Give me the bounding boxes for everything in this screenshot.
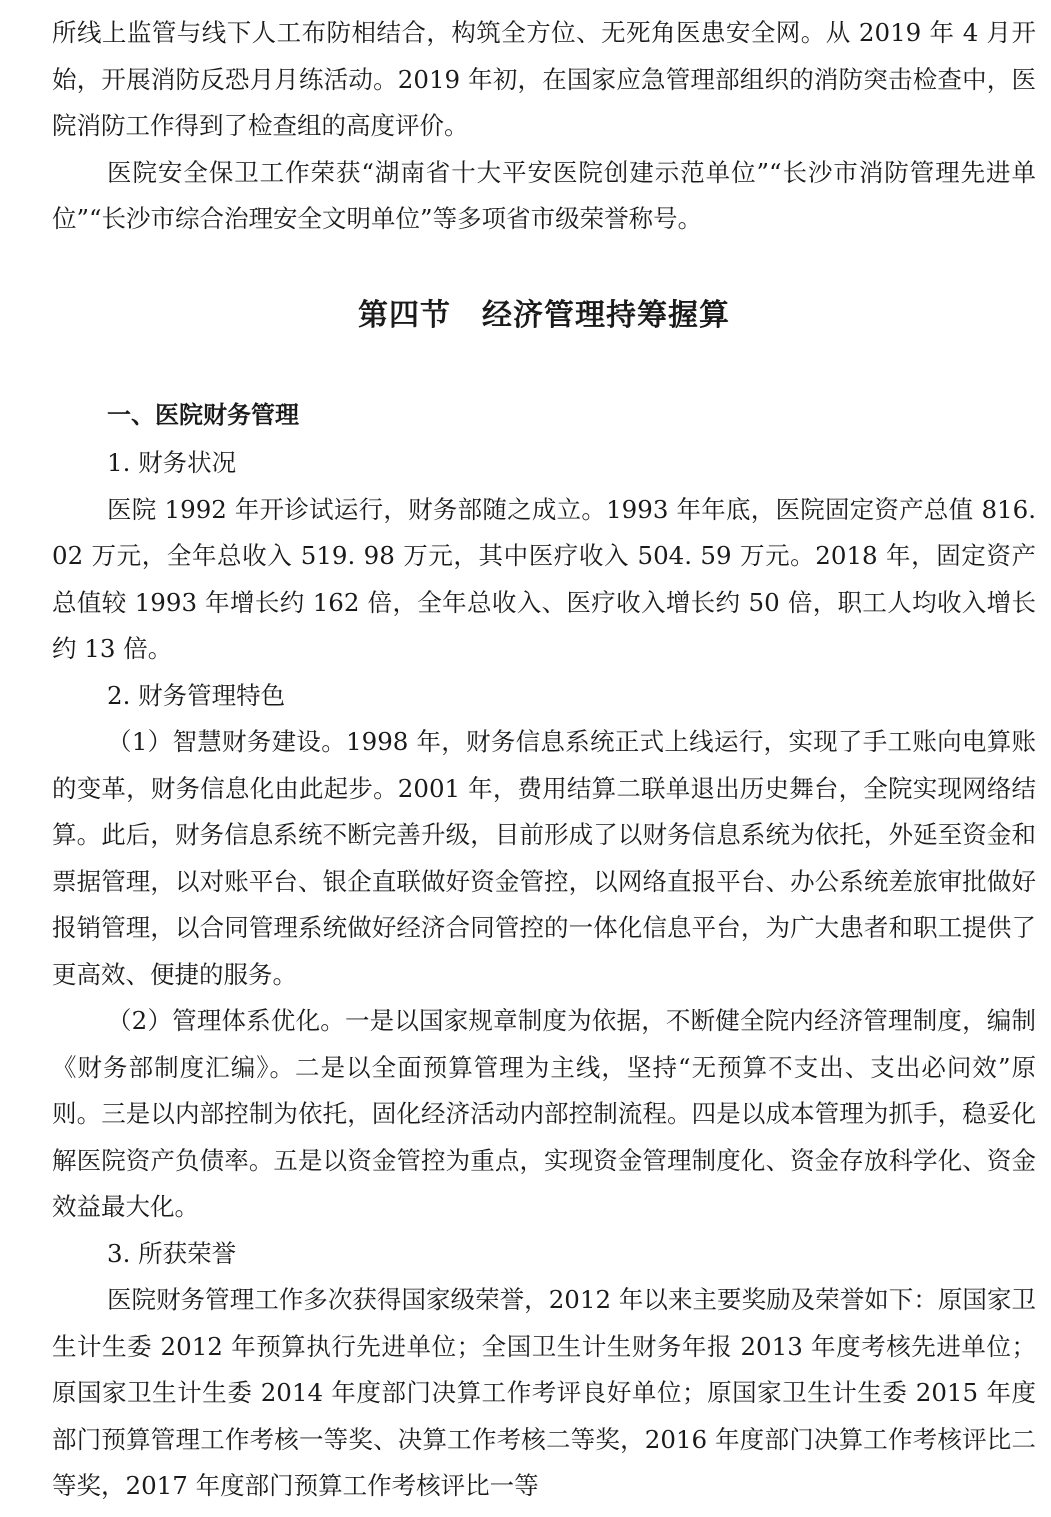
heading-finance-management: 一、医院财务管理 bbox=[107, 401, 299, 429]
subheading-financial-status: 1. 财务状况 bbox=[107, 448, 237, 477]
paragraph-honors: 医院财务管理工作多次获得国家级荣誉，2012 年以来主要奖励及荣誉如下：原国家卫生计生委 2012 年预算执行先进单位；全国卫生计生财务年报 2013 年度考核先进单位；原国家卫生计生委 2014 年度部门决算工作考评良好单位；原国家卫生计生委 2015 年度部门预算管理工作考核一等奖、决算工作考核二等奖，2016 年度部门决算工作考核评比二等奖，2017 年度部门预算工作考核评比一等 bbox=[52, 1285, 1036, 1500]
paragraph-security-honors: 医院安全保卫工作荣获“湖南省十大平安医院创建示范单位”“长沙市消防管理先进单位”“长沙市综合治理安全文明单位”等多项省市级荣誉称号。 bbox=[52, 157, 1036, 233]
paragraph-smart-finance: （1）智慧财务建设。1998 年，财务信息系统正式上线运行，实现了手工账向电算账的变革，财务信息化由此起步。2001 年，费用结算二联单退出历史舞台，全院实现网络结算。此后，财务信息系统不断完善升级，目前形成了以财务信息系统为依托，外延至资金和票据管理，以对账平台、银企直联做好资金管控，以网络直报平台、办公系统差旅审批做好报销管理，以合同管理系统做好经济合同管控的一体化信息平台，为广大患者和职工提供了更高效、便捷的服务。 bbox=[52, 727, 1036, 989]
subheading-management-features: 2. 财务管理特色 bbox=[107, 680, 286, 710]
paragraph-security-network: 所线上监管与线下人工布防相结合，构筑全方位、无死角医患安全网。从 2019 年 4 月开始，开展消防反恐月月练活动。2019 年初，在国家应急管理部组织的消防突击检查中，医院消防工作得到了检查组的高度评价。 bbox=[52, 18, 1036, 140]
paragraph-financial-status: 医院 1992 年开诊试运行，财务部随之成立。1993 年年底，医院固定资产总值 816. 02 万元，全年总收入 519. 98 万元，其中医疗收入 504. 59 万元。2018 年，固定资产总值较 1993 年增长约 162 倍，全年总收入、医疗收入增长约 50 倍，职工人均收入增长约 13 倍。 bbox=[52, 494, 1036, 663]
finance-section bbox=[52, 390, 1036, 1510]
top-continuation bbox=[52, 10, 1036, 243]
paragraph-system-optimization: （2）管理体系优化。一是以国家规章制度为依据，不断健全院内经济管理制度，编制《财务部制度汇编》。二是以全面预算管理为主线，坚持“无预算不支出、支出必问效”原则。三是以内部控制为依托，固化经济活动内部控制流程。四是以成本管理为抓手，稳妥化解医院资产负债率。五是以资金管控为重点，实现资金管理制度化、资金存放科学化、资金效益最大化。 bbox=[52, 1006, 1036, 1221]
subheading-honors: 3. 所获荣誉 bbox=[107, 1238, 237, 1268]
section-title: 第四节 经济管理持筹握算 bbox=[358, 298, 730, 333]
